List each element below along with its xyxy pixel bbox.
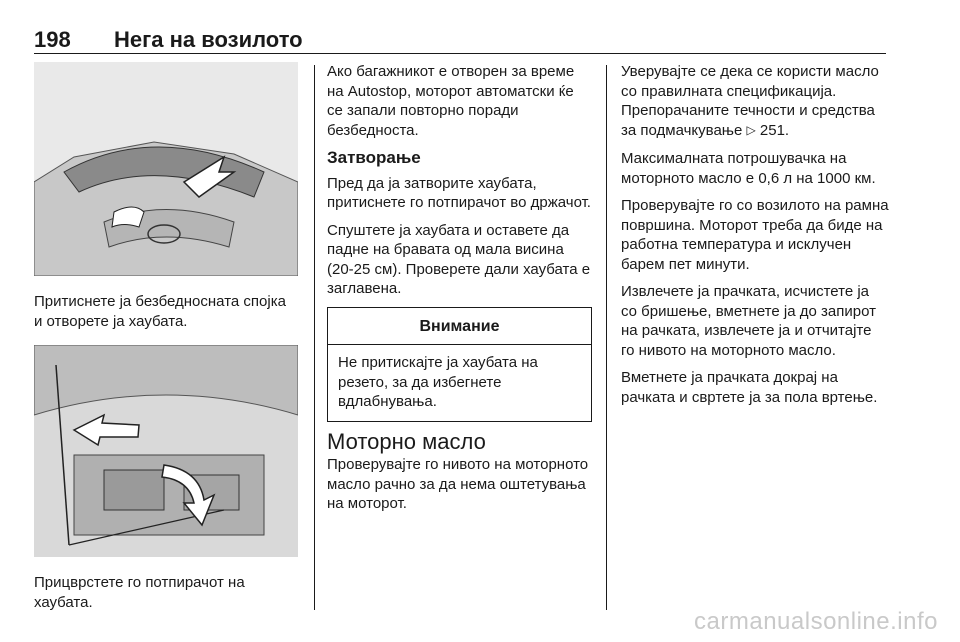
- hood-release-drawing: [34, 62, 298, 276]
- hood-prop-illustration: [34, 345, 298, 557]
- hood-release-illustration: [34, 62, 298, 276]
- page-title: Нега на возилото: [114, 27, 303, 52]
- page-number: 198: [34, 27, 71, 52]
- column-1: [34, 62, 298, 620]
- header-rule: [34, 53, 886, 54]
- caution-title: Внимание: [328, 308, 591, 346]
- oil-check-conditions: Проверувајте го со возилото на рамна површина. Моторот треба да биде на работна температура и исклучен барем пет минути.: [621, 197, 889, 273]
- oil-spec-ref-page[interactable]: 251.: [759, 121, 790, 139]
- engine-oil-intro: Проверувајте го нивото на моторното масло рачно за да нема оштетувања на моторот.: [327, 456, 589, 512]
- hood-prop-drawing: [34, 345, 298, 557]
- watermark: carmanualsonline.info: [694, 608, 938, 635]
- caption-hood-release: Притиснете ја безбедносната спојка и отворете ја хаубата.: [34, 293, 286, 330]
- caution-text: Не притискајте ја хаубата на резето, за да избегнете вдлабнувања.: [338, 354, 538, 410]
- oil-consumption-paragraph: Максималната потрошувачка на моторното масло е 0,6 л на 1000 км.: [621, 150, 876, 187]
- closing-step-2: Спуштете ја хаубата и оставете да падне на бравата од мала висина (20-25 см). Проверете дали хаубата е заглавена.: [327, 221, 591, 297]
- dipstick-read-steps: Извлечете ја прачката, исчистете ја со бришење, вметнете ја до запирот на рачката, извлечете ја и отчитајте го нивото на моторното масло.: [621, 283, 876, 359]
- engine-oil-heading: Моторно масло: [327, 428, 486, 454]
- closing-heading: Затворање: [327, 148, 421, 167]
- caption-hood-prop: Прицврстете го потпирачот на хаубата.: [34, 574, 245, 611]
- column-divider-1: [314, 65, 315, 610]
- closing-step-1: Пред да ја затворите хаубата, притиснете го потпирачот во држачот.: [327, 174, 591, 211]
- dipstick-insert-step: Вметнете ја прачката докрај на рачката и свртете ја за пола вртење.: [621, 369, 878, 406]
- column-divider-2: [606, 65, 607, 610]
- oil-spec-text: Уверувајте се дека се користи масло со правилната спецификација. Препорачаните течности и средства за подмачкување: [621, 63, 879, 139]
- oil-spec-paragraph: [621, 62, 889, 141]
- column-2: [327, 62, 592, 522]
- column-3: [621, 62, 889, 415]
- page-header: [34, 24, 886, 54]
- page-reference-arrow-icon: ▷: [746, 122, 756, 137]
- caution-box: [327, 307, 592, 422]
- autostop-note: Ако багажникот е отворен за време на Autostop, моторот автоматски ќе се запали повторно поради безбедноста.: [327, 63, 575, 139]
